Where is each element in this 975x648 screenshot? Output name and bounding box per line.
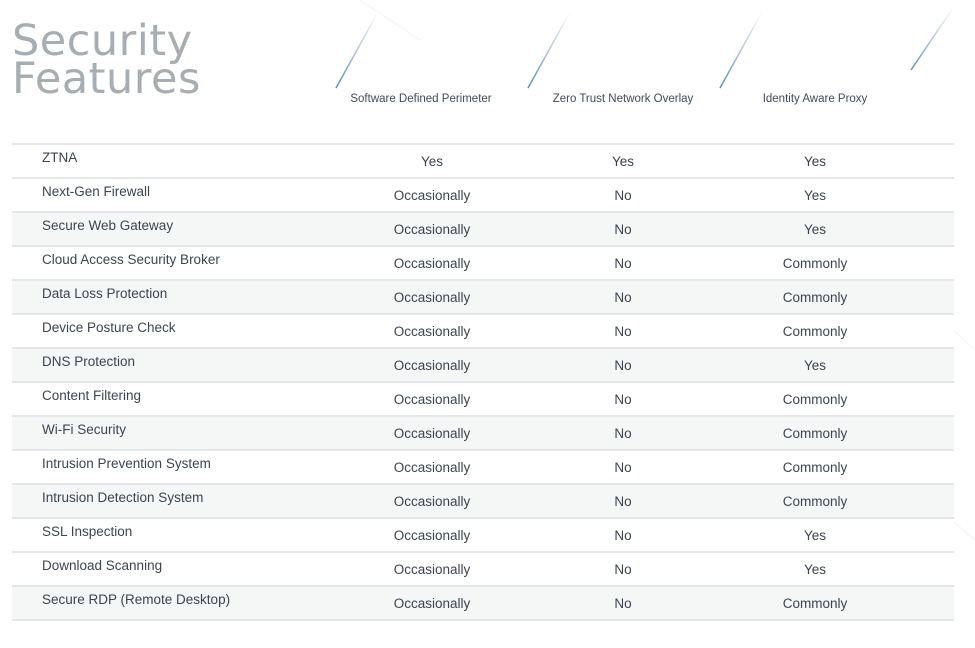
support-value: Yes: [420, 154, 444, 169]
support-value: Occasionally: [393, 358, 471, 373]
table-row: [12, 517, 954, 551]
support-value: Commonly: [782, 256, 848, 271]
support-value: Commonly: [782, 392, 848, 407]
support-value: Occasionally: [393, 392, 471, 407]
feature-label: Intrusion Prevention System: [42, 456, 211, 471]
feature-label: Next-Gen Firewall: [42, 184, 151, 199]
support-value: Yes: [803, 528, 827, 543]
support-value: Occasionally: [393, 426, 471, 441]
table-row: [12, 279, 954, 313]
support-value: Commonly: [782, 426, 848, 441]
feature-label: Wi-Fi Security: [42, 422, 126, 437]
feature-label: Cloud Access Security Broker: [42, 252, 220, 267]
support-value: Yes: [803, 358, 827, 373]
table-row: [12, 381, 954, 415]
feature-label: Intrusion Detection System: [42, 490, 204, 505]
support-value: No: [614, 222, 632, 237]
support-value: No: [614, 290, 632, 305]
support-value: No: [614, 358, 632, 373]
support-value: No: [614, 528, 632, 543]
table-row: [12, 177, 954, 211]
table-row: [12, 347, 954, 381]
feature-label: Download Scanning: [42, 558, 163, 573]
feature-label: Content Filtering: [42, 388, 142, 403]
feature-label: DNS Protection: [42, 354, 136, 369]
support-value: Occasionally: [393, 494, 471, 509]
column-header-iap: Identity Aware Proxy: [762, 93, 868, 105]
title-line-2: Features: [12, 54, 201, 104]
support-value: Occasionally: [393, 256, 471, 271]
feature-label: ZTNA: [42, 150, 78, 165]
support-value: Occasionally: [393, 188, 471, 203]
table-row: [12, 415, 954, 449]
support-value: Occasionally: [393, 222, 471, 237]
support-value: Occasionally: [393, 324, 471, 339]
support-value: Occasionally: [393, 528, 471, 543]
support-value: Commonly: [782, 460, 848, 475]
support-value: Occasionally: [393, 290, 471, 305]
column-header-sdp: Software Defined Perimeter: [350, 93, 492, 105]
support-value: No: [614, 596, 632, 611]
table-row: [12, 211, 954, 245]
support-value: No: [614, 324, 632, 339]
feature-label: Secure RDP (Remote Desktop): [42, 592, 231, 607]
support-value: Occasionally: [393, 460, 471, 475]
table-row: [12, 143, 954, 177]
support-value: Yes: [803, 562, 827, 577]
support-value: No: [614, 392, 632, 407]
table-row: [12, 245, 954, 279]
support-value: Commonly: [782, 596, 848, 611]
feature-label: SSL Inspection: [42, 524, 133, 539]
support-value: Occasionally: [393, 596, 471, 611]
support-value: Yes: [803, 188, 827, 203]
table-row: [12, 585, 954, 621]
support-value: No: [614, 426, 632, 441]
title-line-1: Security: [12, 16, 193, 66]
support-value: Yes: [611, 154, 635, 169]
support-value: Occasionally: [393, 562, 471, 577]
table-row: [12, 551, 954, 585]
page-title: [12, 16, 201, 104]
table-row: [12, 313, 954, 347]
support-value: Yes: [803, 154, 827, 169]
support-value: No: [614, 562, 632, 577]
table-row: [12, 449, 954, 483]
support-value: Yes: [803, 222, 827, 237]
support-value: No: [614, 188, 632, 203]
support-value: Commonly: [782, 290, 848, 305]
feature-label: Device Posture Check: [42, 320, 176, 335]
comparison-table: [12, 143, 954, 621]
support-value: Commonly: [782, 494, 848, 509]
support-value: No: [614, 494, 632, 509]
support-value: No: [614, 256, 632, 271]
support-value: Commonly: [782, 324, 848, 339]
support-value: No: [614, 460, 632, 475]
feature-label: Data Loss Protection: [42, 286, 168, 301]
table-row: [12, 483, 954, 517]
column-header-ztno: Zero Trust Network Overlay: [552, 93, 694, 105]
feature-label: Secure Web Gateway: [42, 218, 174, 233]
